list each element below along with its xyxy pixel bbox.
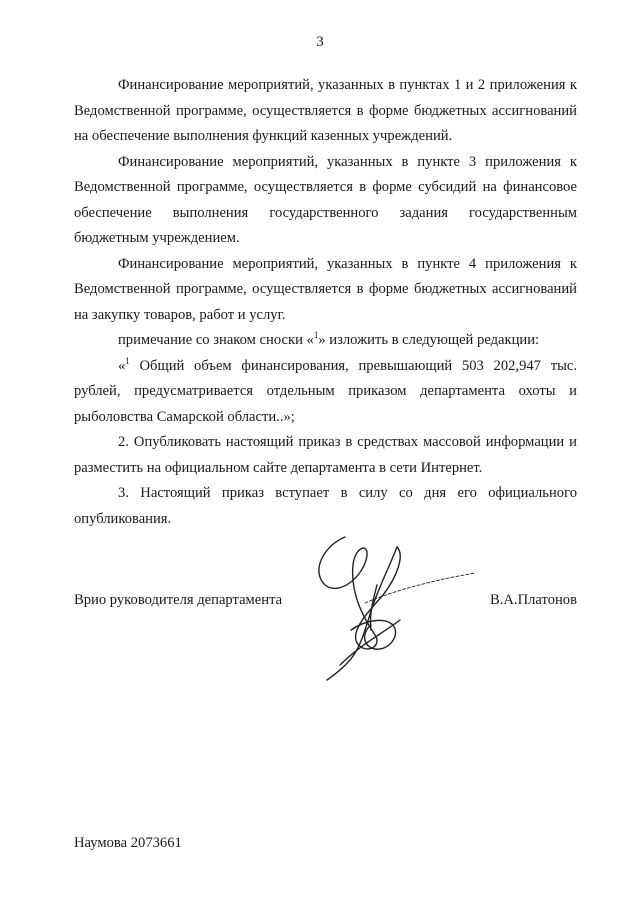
document-body (74, 73, 577, 532)
paragraph-footnote-intro (74, 328, 577, 354)
signatory-name: В.А.Платонов (490, 592, 577, 608)
paragraph-item-3: 3. Настоящий приказ вступает в силу со дня его официального опубликования. (74, 485, 577, 527)
signatory-title: Врио руководителя департамента (74, 592, 283, 608)
footnote-intro-after: » изложить в следующей редакции: (318, 332, 540, 348)
paragraph-financing-4: Финансирование мероприятий, указанных в пункте 4 приложения к Ведомственной программе, осуществляется в форме бюджетных ассигнований на закупку товаров, работ и услуг. (74, 255, 577, 323)
page-number: 3 (316, 34, 324, 50)
signature-block (74, 592, 577, 616)
footnote-intro-before: примечание со знаком сноски « (118, 332, 314, 348)
paragraph-item-2: 2. Опубликовать настоящий приказ в средствах массовой информации и разместить на официальном сайте департамента в сети Интернет. (74, 434, 577, 476)
footnote-open-quote: « (118, 357, 126, 374)
paragraph-financing-3: Финансирование мероприятий, указанных в пункте 3 приложения к Ведомственной программе, осуществляется в форме субсидий на финансовое обеспечение выполнения государственного задания государственным бюджетным учреждением. (74, 153, 577, 246)
footnote-mark: 1 (125, 355, 130, 366)
paragraph-footnote-text (74, 354, 577, 431)
footnote-body: Общий объем финансирования, превышающий 503 202,947 тыс. рублей, предусматривается отдельным приказом департамента охоты и рыболовства Самарской области..»; (74, 357, 577, 425)
footnote-intro-mark: 1 (313, 330, 319, 341)
paragraph-financing-1-2: Финансирование мероприятий, указанных в пунктах 1 и 2 приложения к Ведомственной программе, осуществляется в форме бюджетных ассигнований на обеспечение выполнения функций казенных учреждений. (74, 77, 577, 144)
executor-contact: Наумова 2073661 (74, 835, 182, 851)
